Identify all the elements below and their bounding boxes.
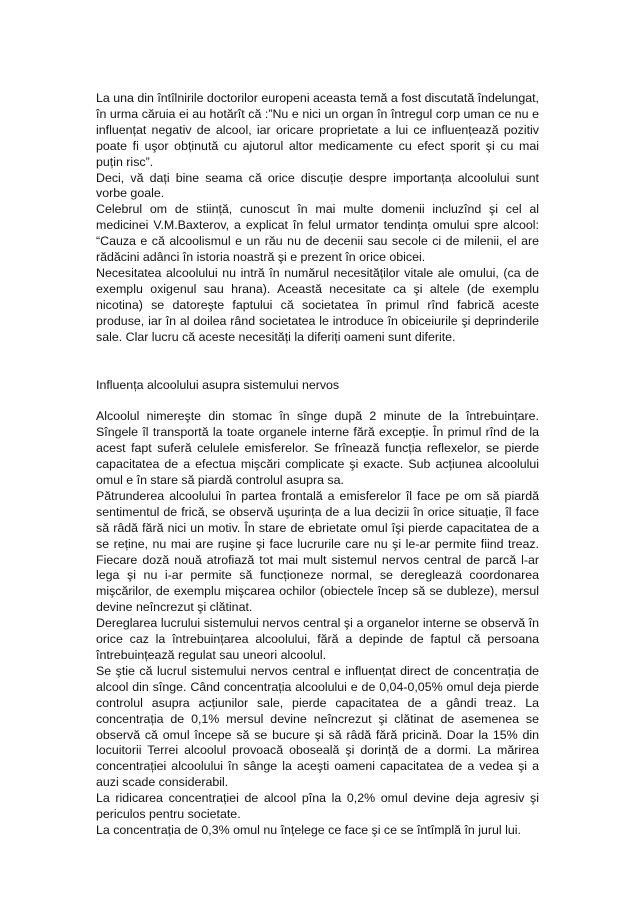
intro-paragraph: Deci, vă dați bine seama că orice discuție despre importanța alcoolului sunt vorbe goale. [96, 170, 539, 201]
intro-paragraph: Necesitatea alcoolului nu intră în numărul necesităților vitale ale omului, (ca de exemplu oxigenul sau hrana). Această necesitate ca şi altele (de exemplu nicotina) se datoreşte faptului că societatea în primul rînd fabrică aceste produse, iar în al doilea rând societatea le introduce în obiceiurile şi deprinderile sale. Clar lucru că aceste necesități la diferiți oameni sunt diferite. [96, 265, 539, 344]
section-spacer [96, 346, 539, 378]
section-paragraph: Se ştie că lucrul sistemului nervos central e influențat direct de concentrația de alcool din sînge. Când concentrația alcoolului e de 0,04-0,05% omul deja pierde controlul asupra acțiunilor sale, pierde capacitatea de a gândi treaz. La concentrația de 0,1% mersul devine neîncrezut şi clătinat de asemenea se observă că omul începe să se bucure şi să râdă fără pricină. Doar la 15% din locuitorii Terrei alcoolul provoacă oboseală şi dorință de a dormi. La mărirea concentrației alcoolului în sânge la aceşti oameni capacitatea de a vedea şi a auzi scade considerabil. [96, 663, 539, 790]
document-body [96, 91, 539, 839]
section-paragraph: Pătrunderea alcoolului în partea frontală a emisferelor îl face pe om să piardă sentimentul de frică, se observă uşurința de a lua decizii în orice situație, îl face să râdă fără nici un motiv. În stare de ebrietate omul îşi pierde capacitatea de a se reține, nu mai are ruşine şi face lucrurile care nu şi le-ar permite fiind treaz. Fiecare doză nouă atrofiază tot mai mult sistemul nervos central de parcă l-ar lega şi nu i-ar permite să funcționeze normal, se deregleazä coordonarea mişcărilor, de exemplu mişcarea ochilor (obiectele încep să se dubleze), mersul devine neîncrezut şi clătinat. [96, 488, 539, 615]
intro-paragraph: Celebrul om de stiință, cunoscut în mai multe domenii incluzînd şi cel al medicinei V.M.Baxterov, a explicat în felul urmator tendința omului spre alcool: “Cauza e că alcoolismul e un rău nu de decenii sau secole ci de milenii, el are rădăcini adânci în istoria noastră şi e prezent în orice obicei. [96, 202, 539, 265]
section-spacer [96, 393, 539, 409]
section-title: Influența alcoolului asupra sistemului nervos [96, 377, 340, 392]
section-paragraph: Dereglarea lucrului sistemului nervos central şi a organelor interne se observă în orice caz la întrebuințarea alcoolului, fără a depinde de faptul că persoana întrebuințează regulat sau uneori alcoolul. [96, 616, 539, 662]
section-paragraph: La ridicarea concentrației de alcool pîna la 0,2% omul devine deja agresiv şi periculos pentru societate. [96, 791, 539, 822]
intro-paragraph: La una din întîlnirile doctorilor europeni aceasta temă a fost discutată îndelungat, în urma căruia ei au hotărît că :”Nu e nici un organ în întregul corp uman ce nu e influențat negativ de alcool, iar oricare proprietate a lui ce influențează pozitiv poate fi uşor obținută cu ajutorul altor medicamente cu efect sporit şi cu mai puțin risc”. [96, 91, 539, 169]
section-paragraph: Alcoolul nimereşte din stomac în sînge după 2 minute de la întrebuințare. Sîngele îl transportă la toate organele interne fără excepție. În primul rînd de la acest fapt suferă celulele emisferelor. Se frînează funcția reflexelor, se pierde capacitatea de a efectua mişcări complicate şi exacte. Sub acțiunea alcoolului omul e în stare să piardă controlul asupra sa. [96, 409, 539, 488]
section-paragraph: La concentrația de 0,3% omul nu înțelege ce face şi ce se întîmplă în jurul lui. [96, 822, 521, 837]
